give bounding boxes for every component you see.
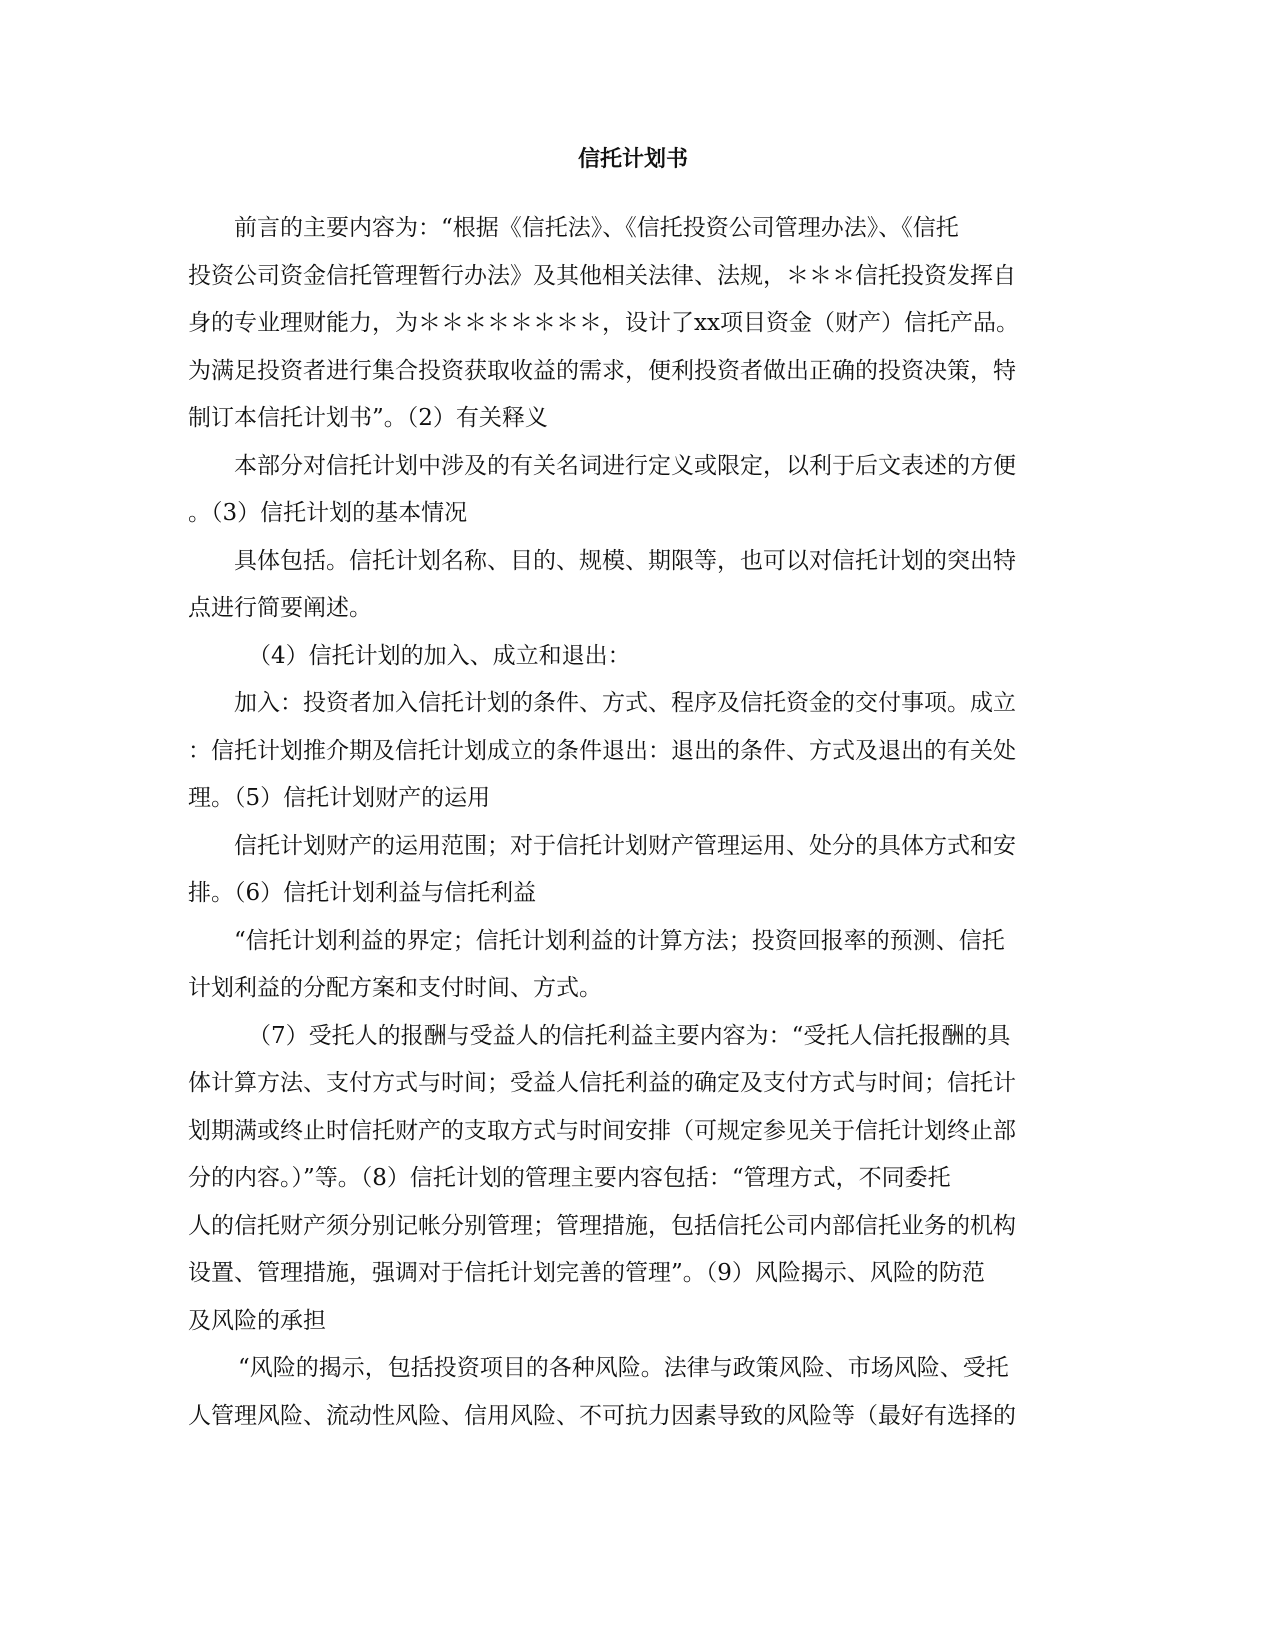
paragraph	[188, 823, 1078, 918]
paragraph-line: 身的专业理财能力，为＊＊＊＊＊＊＊＊，设计了xx项目资金（财产）信托产品。	[188, 310, 1019, 336]
paragraph-line: 体计算方法、支付方式与时间；受益人信托利益的确定及支付方式与时间；信托计	[188, 1070, 1016, 1096]
paragraph	[188, 680, 1078, 823]
paragraph-line: 本部分对信托计划中涉及的有关名词进行定义或限定，以利于后文表述的方便	[234, 452, 1016, 479]
document-body	[188, 205, 1078, 1440]
document-title: 信托计划书	[577, 147, 688, 172]
paragraph-line: “风险的揭示，包括投资项目的各种风险。法律与政策风险、市场风险、受托	[238, 1355, 1009, 1381]
paragraph-line: 及风险的承担	[188, 1307, 326, 1334]
paragraph	[188, 205, 1078, 443]
paragraph-line: 人的信托财产须分别记帐分别管理；管理措施，包括信托公司内部信托业务的机构	[188, 1212, 1016, 1239]
paragraph-line: ：信托计划推介期及信托计划成立的条件退出：退出的条件、方式及退出的有关处	[188, 737, 1016, 764]
paragraph-line: 投资公司资金信托管理暂行办法》及其他相关法律、法规，＊＊＊信托投资发挥自	[188, 262, 1016, 289]
paragraph-line: 人管理风险、流动性风险、信用风险、不可抗力因素导致的风险等（最好有选择的	[188, 1402, 1016, 1429]
paragraph-line: 信托计划财产的运用范围；对于信托计划财产管理运用、处分的具体方式和安	[234, 832, 1016, 859]
paragraph-line: 制订本信托计划书”。（2）有关释义	[188, 405, 548, 431]
paragraph	[188, 538, 1078, 633]
paragraph-line: （7）受托人的报酬与受益人的信托利益主要内容为：“受托人信托报酬的具	[248, 1022, 1011, 1049]
paragraph-line: 设置、管理措施，强调对于信托计划完善的管理”。（9）风险揭示、风险的防范	[188, 1260, 985, 1286]
paragraph-line: 加入：投资者加入信托计划的条件、方式、程序及信托资金的交付事项。成立	[234, 690, 1016, 716]
paragraph-line: 点进行简要阐述。	[188, 595, 372, 621]
paragraph-line: “信托计划利益的界定；信托计划利益的计算方法；投资回报率的预测、信托	[234, 927, 1005, 954]
paragraph-line: 分的内容。）”等。（8）信托计划的管理主要内容包括：“管理方式，不同委托	[188, 1165, 951, 1191]
paragraph	[188, 918, 1078, 1013]
paragraph-line: 为满足投资者进行集合投资获取收益的需求，便利投资者做出正确的投资决策，特	[188, 357, 1016, 384]
paragraph	[188, 633, 1078, 681]
paragraph-line: 划期满或终止时信托财产的支取方式与时间安排（可规定参见关于信托计划终止部	[188, 1117, 1016, 1144]
paragraph	[188, 443, 1078, 538]
paragraph-line: 。（3）信托计划的基本情况	[188, 500, 468, 526]
paragraph	[188, 1345, 1078, 1440]
document-page	[188, 140, 1078, 1440]
paragraph-line: 具体包括。信托计划名称、目的、规模、期限等，也可以对信托计划的突出特	[234, 547, 1016, 574]
paragraph	[188, 1013, 1078, 1346]
paragraph-line: 计划利益的分配方案和支付时间、方式。	[188, 975, 602, 1001]
paragraph-line: （4）信托计划的加入、成立和退出：	[248, 642, 631, 669]
paragraph-line: 前言的主要内容为：“根据《信托法》、《信托投资公司管理办法》、《信托	[234, 215, 959, 241]
paragraph-line: 排。（6）信托计划利益与信托利益	[188, 880, 537, 906]
paragraph-line: 理。（5）信托计划财产的运用	[188, 785, 491, 811]
